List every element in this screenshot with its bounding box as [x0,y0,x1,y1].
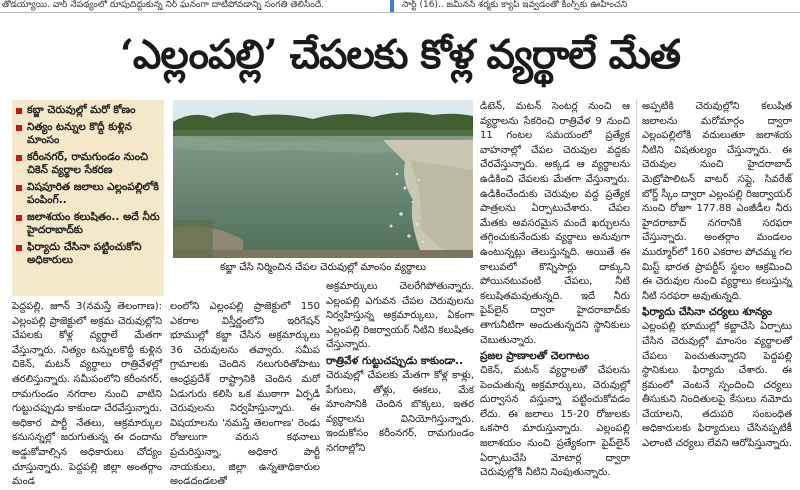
article-paragraph: డిటెన్, మటన్ సెంటర్ల నుంచి ఆ వ్యర్థాలను సేకరించి రాత్రివేళ 9 నుంచి 11 గంటల సమయంలో ప్రత్యేక వాహనాల్లో చేపల చెరువుల వద్దకు చేరవేస్తున్నారు. అక్కడ ఆ వ్యర్థాలను ఉడికించి చేపలకు మేతగా వేస్తున్నారు. ఉడికించేందుకు చెరువుల వద్ద ప్రత్యేక పాత్రలను ఏర్పాటుచేశారు. చేపల మేతకు అవసరమైన మందే ఖర్చులను తగ్గించుకునేందుకు వ్యర్థాలు అనువుగా ఉంటున్నట్లు తెలుస్తున్నది. అయితే ఈ కాలువలో కొన్నిసార్లు దాక్కుని పోయినటువంటి చేపలు, నీటి కలుషితమవుతున్నది. ఇదే నీరు పైప్‌లైన్ ద్వారా హైదరాబాద్‌కు తాగునీటిగా అందుతున్నదని స్థానికులు చెబుతున్నారు. [480,101,630,346]
top-strip-divider [390,0,394,12]
article-paragraph: లంలోని ఎల్లంపల్లి ప్రాజెక్టులో 150 ఎకరాల విస్తీర్ణంలోని ఇరిగేషన్ భూముల్లో కబ్జా చేసిన అక్రమార్కులు 36 చెరువులను తవ్వారు. సమీప గ్రామాలకు చెందిన నలుగురితోపాటు ఆంధ్రప్రదేశ్ రాష్ట్రానికి చెందిన మరో ఏడుగురు కలిసి ఒక ముఠాగా ఏర్పడి చెరువులను నిర్వహిస్తున్నారు. ఈ విషయాలను 'నమస్తే తెలంగాణ' రెండు రోజులుగా వరుస కథనాలు ప్రచురిస్తున్నా, అధికార పార్టీ నాయకులు, జిల్లా ఉన్నతాధికారుల అండదండలతో [170,301,320,488]
bullet-icon [16,108,22,114]
fish-pond-photo [173,100,473,258]
photo-caption: కబ్జా చేసి నిర్మించిన చేపల చెరువుల్లో మాంసం వ్యర్థాలు [220,262,426,273]
bullet-icon [16,215,22,221]
article-paragraph: అక్రమార్కులు చెలరేగిపోతున్నారు. ఎల్లంపల్లి ఎగువన చేపల చెరువులను నిర్వహిస్తున్న అక్రమార్కులు, ఏకంగా ఎల్లంపల్లి రిజర్వాయర్ నీటిని కలుషితం చేస్తున్నారు. [326,281,474,351]
highlight-text: కబ్జా చెరువుల్లో మరో కోణం [27,104,136,116]
highlight-text: కరీంనగర్, రామగుండం నుంచి చికెన్ వ్యర్థాల సేకరణ [27,150,149,176]
bullet-icon [16,245,22,251]
top-strip-left-text: తోడయ్యాయి. వార్ నేపథ్యంలో రూపుదిద్దుకున్న నిర్ ఘనంగా దాటిపోవడాన్ని సంగతి తెలిసిందే. [2,0,325,10]
article-subheading: ఫిర్యాదు చేసినా చర్యలు శూన్యం [642,306,773,319]
highlight-item [16,241,160,268]
column-divider [636,100,637,425]
article-column-1 [12,300,162,488]
headline: ‘ఎల్లంపల్లి’ చేపలకు కోళ్ల వ్యర్థాలే మేత [119,31,681,78]
highlight-item [16,211,160,238]
article-column-2a [170,300,320,488]
article-column-3 [480,100,630,479]
bullet-icon [16,125,22,131]
bullet-icon [16,185,22,191]
pond-image [173,100,473,258]
top-strip-right-text: సార్ట్ (16).. జమీనన్ శర్మకు క్యాప్ ఇవ్వడంతో కింగ్స్‌కు ఊహించని [402,0,628,10]
highlight-item [16,104,160,118]
highlight-text: ఫిర్యాదు చేసినా పట్టించుకోని అధికారులు [27,240,142,266]
article-paragraph: ఎల్లంపల్లి భూముల్లో కబ్జాచేసి ఏర్పాటు చేసిన చెరువుల్లో మాంసం వ్యర్థాలతో చేపలు పెంచుతున్నారని పెద్దపల్లి స్థానికులు ఫిర్యాదు చేశారు. ఈ క్రమంలో వెంటనే స్పందించి చర్యలు తీసుకుని నిందితులపై కేసులు నమోదు చేయాలని, తదుపరి సంబంధిత అధికారులకు ఫిర్యాదులు చేసినప్పటికీ ఎలాంటి చర్యలు లేవని ఆరోపిస్తున్నారు. [642,321,792,450]
article-paragraph: చికెన్, మటన్ వ్యర్థాలతో చేపలను పెంచుతున్న అక్రమార్కులు, చెరువుల్లో దుర్వాసన వస్తున్నా పట్టించుకోవడం లేదు. ఈ జలాలు 15-20 రోజులకు ఒకసారి మారుస్తున్నారు. ఎల్లంపల్లి జలాశయం నుంచి ప్రత్యేకంగా పైప్‌లైన్ ఏర్పాటుచేసి మోటార్ల ద్వారా చెరువుల్లోకి నీటిని నింపుతున్నారు. [480,365,630,479]
article-paragraph: పెద్దపల్లి, జూన్ 3(నమస్తే తెలంగాణ): ఎల్లంపల్లి ప్రాజెక్టులో అక్రమ చెరువుల్లోని చేపలకు కోళ్ల వ్యర్థాలే మేతగా వేస్తున్నారు. నిత్యం టన్నులకొద్దీ కుళ్లిన చికెన్, మటన్ వ్యర్థాలు రాత్రివేళల్లో తరలిస్తున్నారు. సమీపంలోని కరీంనగర్, రామగుండం నగరాల నుంచి వాటిని గుట్టుచప్పుడు కాకుండా చేరవేస్తున్నారు. అధికార పార్టీ నేతలు, ఆక్రమార్కుల కనుసన్నల్లో జరుగుతున్న ఈ దందాను అడ్డుకోవాల్సిన అధికారులు చోద్యం చూస్తున్నారు. పెద్దపల్లి జిల్లా అంతర్గాం మండ [12,301,162,488]
highlight-text: నిత్యం టన్నుల కొద్దీ కుళ్లిన మాంసం [27,120,132,146]
highlight-text: జలాశయం కలుషితం.. అదే నీరు హైదరాబాద్‌కు [27,210,160,236]
highlight-item [16,181,160,208]
highlights-box [12,100,164,296]
article-column-2b [326,280,474,454]
top-strip [0,0,800,13]
highlight-item [16,151,160,178]
article-paragraph: చెరువుల్లో చేపలకు మేతగా కోళ్ల కాళ్లు, పేగులు, తోళ్లు, ఈకలు, మేక మాంసానికి చెందిన బొక్కలు, ఇతర వ్యర్థాలను వినియోగిస్తున్నారు. ఇందుకోసం కరీంనగర్, రామగుండం నగరాల్లోని [326,369,474,454]
highlight-item [16,121,160,148]
article-paragraph: అప్పటికి చెరువుల్లోని కలుషిత జలాలను మరోమార్గం ద్వారా ఎల్లంపల్లిలోకి వదులుతూ జలాశయ నీటిని విషతుల్యం చేస్తున్నారు. ఈ చెరువుల నుంచి హైదరాబాద్ మెట్రోపాలిటన్ వాటర్ సప్లై, సివరేజ్ బోర్డ్ స్కీం ద్వారా ఎల్లంపల్లి రిజర్వాయర్ నుంచి రోజూ 177.88 ఎంజీడీల నీరు హైదరాబాద్ నగరానికి సరఫరా చేస్తున్నారు. అంతర్గాం మండలం ముర్మూర్‌లో 160 ఎకరాల పోచమ్మ గల మిస్ట్ భారత ప్రాపర్టీస్ స్థలం ఆక్రమించి ఈ చెరువుల నుంచి వ్యర్థాలు కలుస్తున్న నీటి సరఫరా అవుతున్నది. [642,101,792,302]
bullet-icon [16,155,22,161]
article-subheading: ప్రజల ప్రాణాలతో చెలగాటం [480,350,590,363]
highlight-text: విషపూరిత జలాలు ఎల్లంపల్లిలోకి పంపింగ్.. [27,180,159,206]
article-column-4 [642,100,792,450]
article-subheading: రాత్రివేళ గుట్టుచప్పుడు కాకుండా.. [326,354,464,367]
